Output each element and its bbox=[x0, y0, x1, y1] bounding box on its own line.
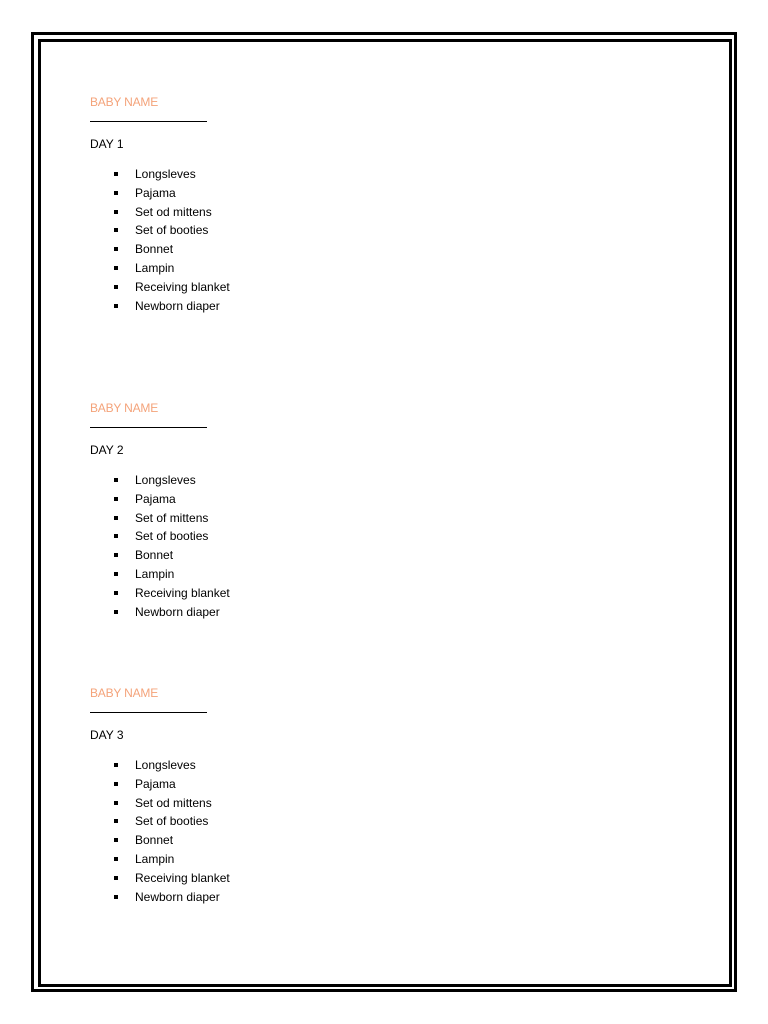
square-bullet-icon bbox=[114, 478, 118, 482]
list-item bbox=[90, 584, 490, 603]
square-bullet-icon bbox=[114, 610, 118, 614]
square-bullet-icon bbox=[114, 534, 118, 538]
list-item-label: Newborn diaper bbox=[135, 298, 220, 313]
list-item-label: Newborn diaper bbox=[135, 889, 220, 904]
square-bullet-icon bbox=[114, 172, 118, 176]
list-item-label: Receiving blanket bbox=[135, 870, 230, 885]
list-item bbox=[90, 259, 490, 278]
checklist bbox=[90, 471, 490, 621]
square-bullet-icon bbox=[114, 801, 118, 805]
list-item-label: Longsleves bbox=[135, 473, 196, 487]
list-item-label: Newborn diaper bbox=[135, 604, 220, 619]
list-item-label: Set of booties bbox=[135, 814, 209, 829]
day-label: DAY 2 bbox=[90, 443, 124, 457]
list-item bbox=[90, 603, 490, 622]
baby-name-label: BABY NAME bbox=[90, 95, 159, 109]
list-item bbox=[90, 509, 490, 528]
square-bullet-icon bbox=[114, 876, 118, 880]
list-item-label: Longsleves bbox=[135, 758, 196, 772]
list-item bbox=[90, 775, 490, 794]
square-bullet-icon bbox=[114, 782, 118, 786]
list-item bbox=[90, 850, 490, 869]
square-bullet-icon bbox=[114, 304, 118, 308]
square-bullet-icon bbox=[114, 591, 118, 595]
list-item bbox=[90, 756, 490, 775]
day-section-1 bbox=[90, 94, 490, 315]
checklist bbox=[90, 756, 490, 906]
list-item-label: Bonnet bbox=[135, 833, 174, 848]
square-bullet-icon bbox=[114, 553, 118, 557]
list-item bbox=[90, 869, 490, 888]
day-label: DAY 1 bbox=[90, 137, 124, 151]
list-item bbox=[90, 794, 490, 813]
list-item-label: Lampin bbox=[135, 851, 175, 866]
list-item-label: Bonnet bbox=[135, 242, 174, 257]
baby-name-blank-line bbox=[90, 426, 207, 428]
list-item bbox=[90, 471, 490, 490]
list-item bbox=[90, 546, 490, 565]
square-bullet-icon bbox=[114, 210, 118, 214]
list-item-label: Set od mittens bbox=[135, 204, 212, 219]
list-item bbox=[90, 278, 490, 297]
square-bullet-icon bbox=[114, 285, 118, 289]
list-item-label: Set of mittens bbox=[135, 510, 209, 525]
list-item-label: Pajama bbox=[135, 491, 176, 506]
square-bullet-icon bbox=[114, 247, 118, 251]
square-bullet-icon bbox=[114, 228, 118, 232]
square-bullet-icon bbox=[114, 191, 118, 195]
baby-name-label: BABY NAME bbox=[90, 686, 159, 700]
baby-name-blank-line bbox=[90, 711, 207, 713]
list-item-label: Lampin bbox=[135, 566, 175, 581]
list-item-label: Set of booties bbox=[135, 529, 209, 544]
list-item-label: Receiving blanket bbox=[135, 585, 230, 600]
square-bullet-icon bbox=[114, 572, 118, 576]
list-item-label: Set of booties bbox=[135, 223, 209, 238]
day-section-2 bbox=[90, 400, 490, 621]
list-item bbox=[90, 184, 490, 203]
list-item-label: Lampin bbox=[135, 260, 175, 275]
baby-name-label: BABY NAME bbox=[90, 401, 159, 415]
square-bullet-icon bbox=[114, 497, 118, 501]
list-item-label: Bonnet bbox=[135, 548, 174, 563]
list-item bbox=[90, 527, 490, 546]
list-item bbox=[90, 812, 490, 831]
list-item bbox=[90, 165, 490, 184]
square-bullet-icon bbox=[114, 763, 118, 767]
baby-name-blank-line bbox=[90, 120, 207, 122]
list-item bbox=[90, 240, 490, 259]
square-bullet-icon bbox=[114, 266, 118, 270]
square-bullet-icon bbox=[114, 819, 118, 823]
list-item bbox=[90, 490, 490, 509]
list-item-label: Pajama bbox=[135, 776, 176, 791]
square-bullet-icon bbox=[114, 838, 118, 842]
list-item-label: Receiving blanket bbox=[135, 279, 230, 294]
list-item-label: Longsleves bbox=[135, 167, 196, 181]
square-bullet-icon bbox=[114, 895, 118, 899]
list-item bbox=[90, 203, 490, 222]
list-item bbox=[90, 221, 490, 240]
checklist bbox=[90, 165, 490, 315]
day-label: DAY 3 bbox=[90, 728, 124, 742]
square-bullet-icon bbox=[114, 516, 118, 520]
list-item bbox=[90, 297, 490, 316]
square-bullet-icon bbox=[114, 857, 118, 861]
list-item bbox=[90, 565, 490, 584]
list-item bbox=[90, 888, 490, 907]
list-item-label: Pajama bbox=[135, 185, 176, 200]
list-item-label: Set od mittens bbox=[135, 795, 212, 810]
day-section-3 bbox=[90, 685, 490, 906]
list-item bbox=[90, 831, 490, 850]
